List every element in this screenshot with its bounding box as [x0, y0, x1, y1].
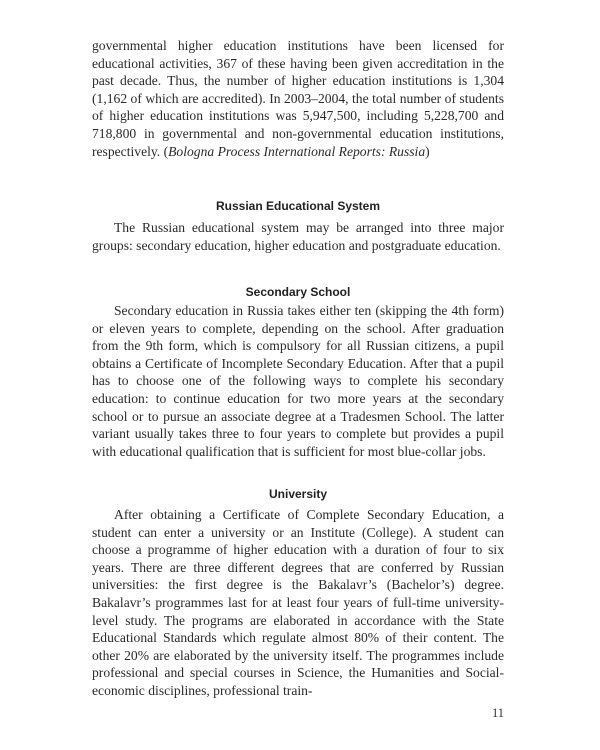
- intro-paragraph: [92, 37, 504, 160]
- section-heading-university: University: [268, 487, 328, 501]
- section-heading-secondary-school: Secondary School: [245, 285, 351, 299]
- section-heading-russian-educational-system: Russian Educational System: [215, 199, 381, 213]
- page-number: 11: [491, 706, 504, 720]
- section-body-russian-educational-system: The Russian educational system may be arranged into three major groups: secondary education, higher education and postgraduate education.: [92, 220, 504, 253]
- section-body-university: After obtaining a Certificate of Complete Secondary Education, a student can enter a university or an Institute (College). A student can choose a programme of higher education with a duration of four to six years. There are three different degrees that are conferred by Russian universities: the first degree is the Bakalavr’s (Bachelor’s) degree. Bakalavr’s programmes last for at least four years of full-time university-level study. The programs are elaborated in accordance with the State Educational Standards which regulate almost 80% of their content. The other 20% are elaborated by the university itself. The programmes include professional and special courses in Science, the Humanities and Social-economic disciplines, professional train-: [92, 507, 504, 698]
- citation-close: ): [425, 143, 430, 159]
- intro-text: governmental higher education institutions have been licensed for educational activities, 367 of these having been given accreditation in the past decade. Thus, the number of higher education institutions is 1,304 (1,162 of which are accredited). In 2003–2004, the total number of students of higher education institutions was 5,947,500, including 5,228,700 and 718,800 in governmental and non-governmental education institutions, respectively. (: [92, 38, 504, 159]
- section-body-secondary-school: Secondary education in Russia takes either ten (skipping the 4th form) or eleven years to complete, depending on the school. After graduation from the 9th form, which is compulsory for all Russian citizens, a pupil obtains a Certificate of Incomplete Secondary Education. After that a pupil has to choose one of the following ways to complete his secondary education: to continue education for two more years at the secondary school or to pursue an associate degree at a Tradesmen School. The latter variant usually takes three to four years to complete but provides a pupil with educational qualification that is sufficient for most blue-collar jobs.: [92, 303, 504, 459]
- citation-text: Bologna Process International Reports: Russia: [168, 143, 426, 159]
